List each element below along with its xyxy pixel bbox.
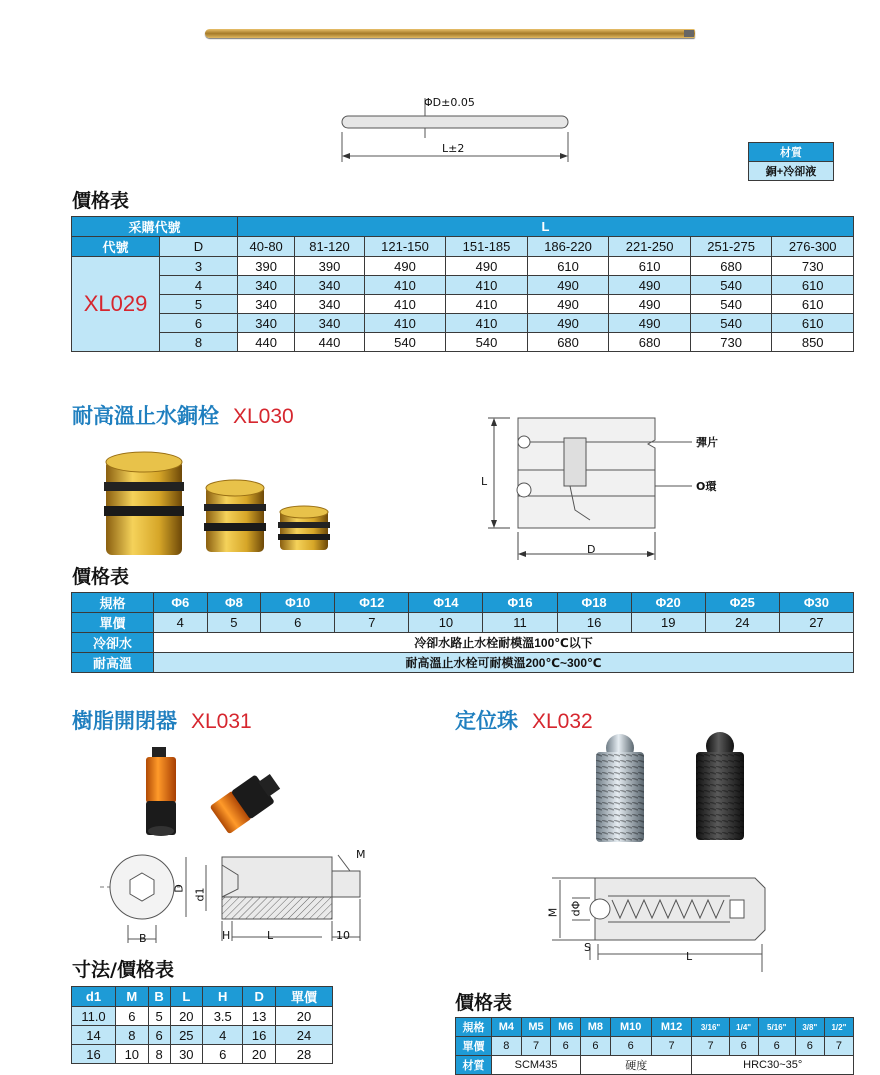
xl030-code: XL030 [233,405,294,428]
price-cell: 5 [207,613,261,633]
d-value: 8 [160,333,238,352]
cell: 25 [170,1026,203,1045]
rod-tip [684,30,694,37]
price-cell: 490 [527,314,609,333]
material-label: 材質 [456,1056,492,1075]
length-header: 151-185 [446,237,528,257]
price-cell: 730 [690,333,772,352]
spec-cell: M5 [521,1018,551,1037]
price-cell: 6 [261,613,335,633]
xl032-price-heading: 價格表 [455,992,513,1014]
price-cell: 24 [705,613,779,633]
table-row [72,633,854,653]
table-row [72,1045,333,1064]
price-cell: 340 [295,295,364,314]
price-cell: 540 [364,333,446,352]
d-value: 6 [160,314,238,333]
col-header: D [243,987,276,1007]
xl032-l-label: L [686,950,693,963]
cell: 20 [275,1007,332,1026]
xl029-price-table [71,216,854,352]
table-row [72,257,854,276]
table-row [72,613,854,633]
spec-cell: Φ12 [335,593,409,613]
xl030-title-block [72,400,294,430]
price-cell: 610 [772,276,854,295]
table-row [456,1056,854,1075]
price-cell: 390 [238,257,295,276]
brass-plugs-image [100,448,350,558]
price-cell: 6 [795,1037,824,1056]
col-header: d1 [72,987,116,1007]
col-header: H [203,987,243,1007]
price-cell: 490 [609,314,691,333]
length-header: 251-275 [690,237,772,257]
xl032-drawing [550,870,780,975]
col-header: L [170,987,203,1007]
price-cell: 340 [238,276,295,295]
table-row [72,1007,333,1026]
price-cell: 410 [446,276,528,295]
xl032-title-block [455,705,593,735]
xl031-h-label: H [222,929,231,942]
price-cell: 340 [238,295,295,314]
ball-plungers-image [590,730,760,845]
price-cell: 7 [335,613,409,633]
price-cell: 4 [154,613,208,633]
resin-openers-image [130,745,310,840]
d-value: 3 [160,257,238,276]
length-header: 276-300 [772,237,854,257]
spec-label: 規格 [456,1018,492,1037]
price-cell: 540 [690,314,772,333]
length-header: 221-250 [609,237,691,257]
cell: 16 [72,1045,116,1064]
price-cell: 490 [527,295,609,314]
price-cell: 410 [446,295,528,314]
xl030-oring-label: O環 [696,480,717,493]
price-cell: 27 [779,613,853,633]
spec-cell: M8 [581,1018,611,1037]
xl029-top-left: 采購代號 [72,217,238,237]
xl031-d1-label: d1 [193,887,207,902]
price-cell: 440 [238,333,295,352]
material-value: 銅+冷卻液 [749,162,834,181]
spec-cell: M4 [492,1018,522,1037]
price-cell: 540 [690,295,772,314]
price-cell: 410 [364,276,446,295]
spec-cell: Φ16 [483,593,557,613]
xl032-price-table [455,1017,854,1075]
spec-cell: 5/16" [758,1018,795,1037]
cell: 20 [243,1045,276,1064]
rod-dim-l: L±2 [442,142,465,155]
cell: 6 [116,1007,149,1026]
spec-label: 規格 [72,593,154,613]
price-cell: 490 [446,257,528,276]
cell: 13 [243,1007,276,1026]
spec-cell: Φ14 [409,593,483,613]
cell: 6 [148,1026,170,1045]
price-cell: 490 [609,276,691,295]
ejector-rod-image [205,29,695,38]
heat-text: 耐高溫止水栓可耐模溫200℃~300℃ [154,653,854,673]
table-row [456,1037,854,1056]
xl030-l-label: L [481,475,488,488]
length-header: 40-80 [238,237,295,257]
price-cell: 440 [295,333,364,352]
cell: 8 [116,1026,149,1045]
xl031-title-block [72,705,252,735]
spec-cell: M6 [551,1018,581,1037]
spec-cell: 3/16" [692,1018,729,1037]
price-cell: 340 [295,276,364,295]
material-table [748,142,834,181]
spec-cell: Φ20 [631,593,705,613]
xl031-m-label: M [356,848,366,861]
xl031-title: 樹脂開閉器 [72,709,177,733]
spec-cell: 1/4" [729,1018,758,1037]
price-cell: 10 [409,613,483,633]
xl030-title: 耐高溫止水銅栓 [72,404,219,428]
price-cell: 490 [364,257,446,276]
price-cell: 850 [772,333,854,352]
price-cell: 6 [758,1037,795,1056]
xl030-d-label: D [587,543,596,556]
spec-cell: Φ18 [557,593,631,613]
spec-cell: M10 [610,1018,651,1037]
price-cell: 490 [609,295,691,314]
cell: 20 [170,1007,203,1026]
spec-cell: Φ10 [261,593,335,613]
cool-label: 冷卻水 [72,633,154,653]
price-cell: 680 [527,333,609,352]
price-cell: 610 [609,257,691,276]
xl031-price-heading: 寸法/價格表 [72,959,174,981]
price-cell: 540 [690,276,772,295]
cell: 3.5 [203,1007,243,1026]
table-row [72,276,854,295]
d-value: 5 [160,295,238,314]
price-cell: 610 [772,295,854,314]
xl031-ten-label: 10 [336,929,350,942]
price-cell: 7 [824,1037,853,1056]
d-value: 4 [160,276,238,295]
cell: 10 [116,1045,149,1064]
xl031-l-label: L [267,929,274,942]
price-cell: 680 [609,333,691,352]
rod-dim-d: ΦD±0.05 [424,96,475,109]
price-cell: 6 [551,1037,581,1056]
spec-cell: Φ8 [207,593,261,613]
table-row [72,314,854,333]
price-cell: 340 [238,314,295,333]
price-cell: 6 [610,1037,651,1056]
material-cell: 硬度 [581,1056,692,1075]
price-cell: 19 [631,613,705,633]
xl029-col-code: 代號 [72,237,160,257]
table-row [72,653,854,673]
price-cell: 7 [651,1037,692,1056]
xl029-price-heading: 價格表 [72,190,130,212]
price-cell: 540 [446,333,528,352]
table-row [72,295,854,314]
cell: 24 [275,1026,332,1045]
cell: 16 [243,1026,276,1045]
xl032-m-label: M [546,907,560,918]
price-cell: 730 [772,257,854,276]
col-header: B [148,987,170,1007]
length-header: 121-150 [364,237,446,257]
spec-cell: 3/8" [795,1018,824,1037]
cell: 11.0 [72,1007,116,1026]
xl032-title: 定位珠 [455,709,518,733]
price-cell: 410 [446,314,528,333]
material-cell: HRC30~35° [692,1056,854,1075]
price-cell: 11 [483,613,557,633]
xl030-spring-label: 彈片 [696,436,718,449]
price-cell: 610 [527,257,609,276]
price-label: 單價 [456,1037,492,1056]
cell: 5 [148,1007,170,1026]
price-cell: 680 [690,257,772,276]
material-header: 材質 [749,143,834,162]
price-cell: 16 [557,613,631,633]
spec-cell: Φ25 [705,593,779,613]
price-cell: 7 [692,1037,729,1056]
xl029-top-right: L [238,217,854,237]
price-cell: 390 [295,257,364,276]
length-header: 186-220 [527,237,609,257]
price-cell: 340 [295,314,364,333]
cell: 6 [203,1045,243,1064]
table-row [72,333,854,352]
cell: 8 [148,1045,170,1064]
xl031-d-label: D [172,884,186,893]
xl032-d-label: dΦ [569,900,583,917]
price-cell: 7 [521,1037,551,1056]
col-header: 單價 [275,987,332,1007]
price-cell: 410 [364,295,446,314]
xl032-s-label: S [584,941,591,954]
price-label: 單價 [72,613,154,633]
spec-cell: 1/2" [824,1018,853,1037]
table-row [72,1026,333,1045]
price-cell: 410 [364,314,446,333]
xl029-code: XL029 [72,257,160,352]
price-cell: 6 [729,1037,758,1056]
price-cell: 490 [527,276,609,295]
cell: 14 [72,1026,116,1045]
cell: 30 [170,1045,203,1064]
cool-text: 冷卻水路止水栓耐模溫100℃以下 [154,633,854,653]
xl032-code: XL032 [532,710,593,733]
length-header: 81-120 [295,237,364,257]
xl031-b-label: B [139,932,147,945]
spec-cell: M12 [651,1018,692,1037]
material-cell: SCM435 [492,1056,581,1075]
cell: 28 [275,1045,332,1064]
col-header: M [116,987,149,1007]
heat-label: 耐高溫 [72,653,154,673]
price-cell: 8 [492,1037,522,1056]
spec-cell: Φ30 [779,593,853,613]
xl030-price-table [71,592,854,673]
spec-cell: Φ6 [154,593,208,613]
price-cell: 6 [581,1037,611,1056]
xl030-price-heading: 價格表 [72,566,130,588]
xl031-price-table [71,986,333,1064]
cell: 4 [203,1026,243,1045]
price-cell: 610 [772,314,854,333]
xl029-col-d: D [160,237,238,257]
xl031-code: XL031 [191,710,252,733]
